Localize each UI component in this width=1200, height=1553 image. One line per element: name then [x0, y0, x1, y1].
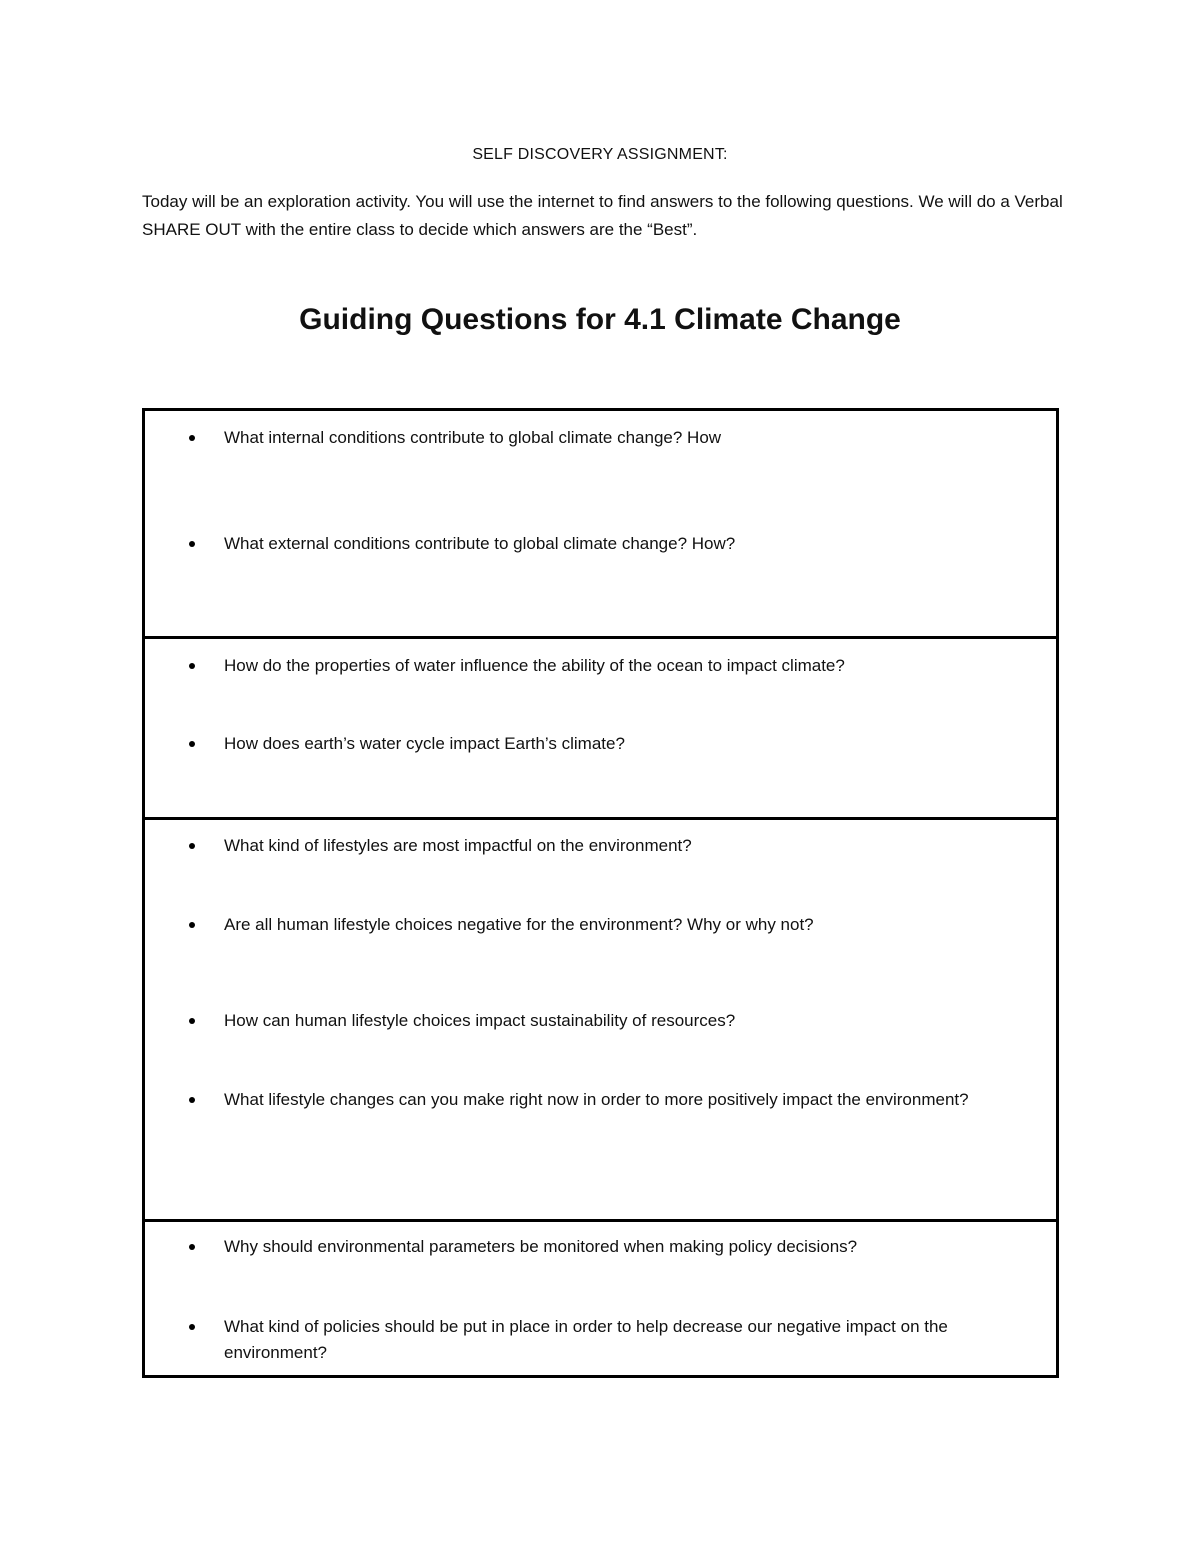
assignment-label: SELF DISCOVERY ASSIGNMENT:: [472, 146, 728, 163]
bullet-icon: [189, 1097, 195, 1103]
question-text: What lifestyle changes can you make right now in order to more positively impact the environment?: [224, 1090, 969, 1109]
question-text: What kind of lifestyles are most impactful on the environment?: [224, 836, 692, 855]
bullet-icon: [189, 922, 195, 928]
question-text: Why should environmental parameters be monitored when making policy decisions?: [224, 1237, 858, 1256]
question-text: Are all human lifestyle choices negative for the environment? Why or why not?: [224, 915, 814, 934]
question-text: How can human lifestyle choices impact sustainability of resources?: [224, 1011, 736, 1030]
question-section-2: [145, 636, 1056, 817]
bullet-icon: [189, 663, 195, 669]
questions-table: [142, 408, 1059, 1378]
question-text: How does earth’s water cycle impact Earth’s climate?: [224, 734, 625, 753]
question-text: What kind of policies should be put in place in order to help decrease our negative impact on the environment?: [224, 1317, 948, 1362]
bullet-icon: [189, 1018, 195, 1024]
bullet-icon: [189, 741, 195, 747]
bullet-icon: [189, 843, 195, 849]
bullet-icon: [189, 435, 195, 441]
intro-paragraph: Today will be an exploration activity. You will use the internet to find answers to the following questions. We will do a Verbal SHARE OUT with the entire class to decide which answers are the “Best”.: [142, 192, 1063, 239]
document-title: Guiding Questions for 4.1 Climate Change: [299, 303, 901, 336]
question-text: How do the properties of water influence the ability of the ocean to impact climate?: [224, 656, 845, 675]
bullet-icon: [189, 1244, 195, 1250]
question-text: What external conditions contribute to global climate change? How?: [224, 534, 736, 553]
bullet-icon: [189, 1324, 195, 1330]
question-text: What internal conditions contribute to global climate change? How: [224, 428, 722, 447]
question-section-3: [145, 817, 1056, 1219]
bullet-icon: [189, 541, 195, 547]
question-section-4: [145, 1219, 1056, 1375]
question-section-1: [145, 411, 1056, 636]
